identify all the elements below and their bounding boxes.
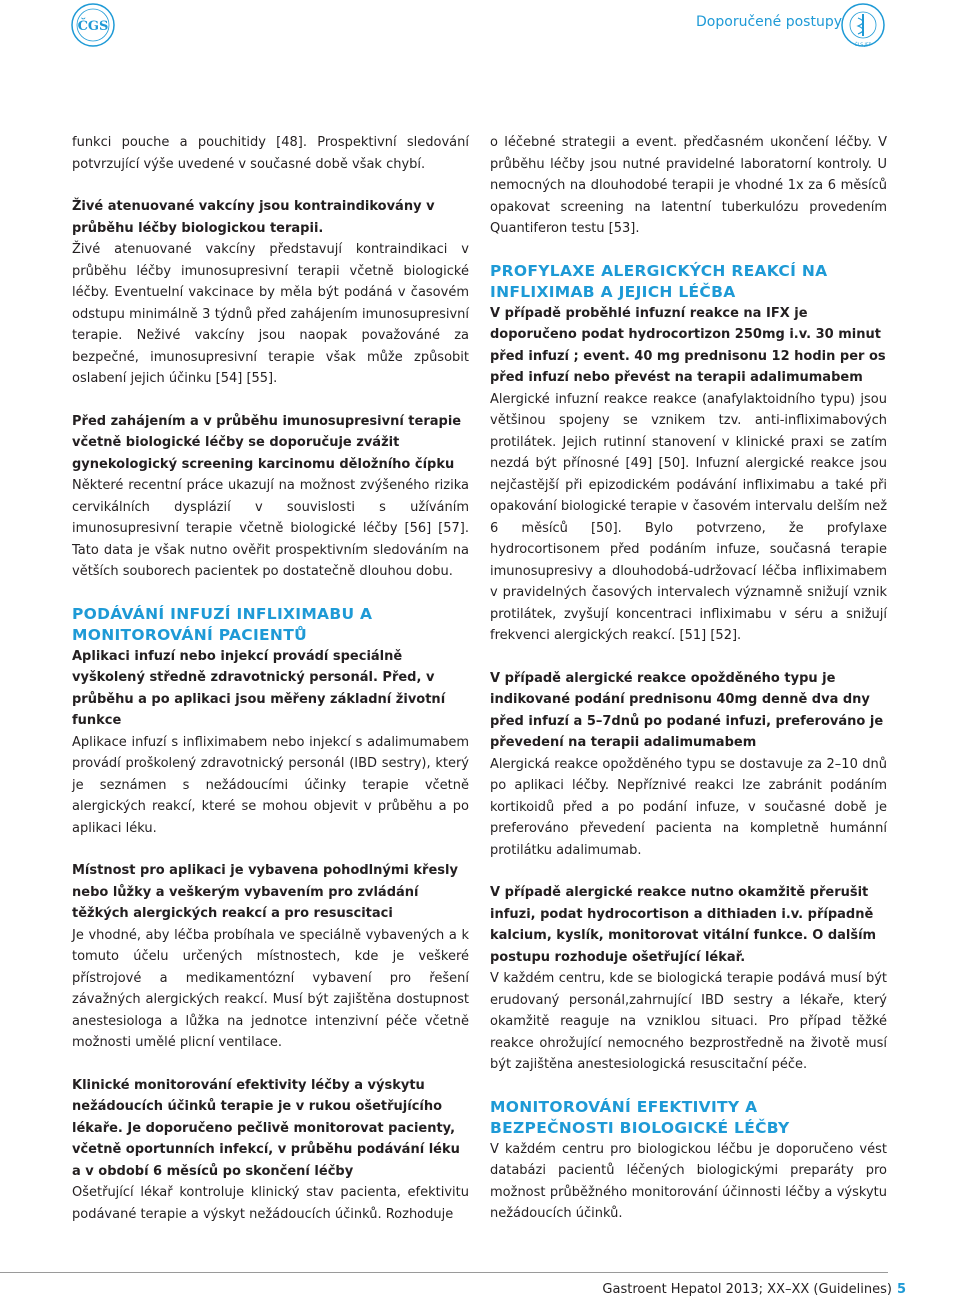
bold-lead: Klinické monitorování efektivity léčby a výskytu nežádoucích účinků terapie je v rukou ošetřujícího lékaře. Je doporučeno pečlivě monitorovat pacienty, včetně oportunních infekcí, v průběhu podávání léku a v období 6 měsíců po skončení léčby — [72, 1077, 460, 1179]
cgs-logo — [68, 2, 118, 48]
seal-text: ČLS JEP — [854, 43, 872, 48]
journal-citation: Gastroent Hepatol 2013; XX–XX (Guidelines) — [602, 1282, 892, 1297]
cgs-logo-text: ČGS — [77, 19, 109, 34]
section-heading: MONITOROVÁNÍ EFEKTIVITY A BEZPEČNOSTI BIOLOGICKÉ LÉČBY — [490, 1097, 790, 1137]
paragraph: Alergické infuzní reakce reakce (anafylaktoidního typu) jsou většinou spojeny se vznikem tzv. anti-infliximabových protilátek. Jejich rutinní stanovení v klinické praxi se zatím nezdá být přínosné [49] [50]. Infuzní alergické reakce jsou nejčastější při epizodickém podávání infliximabu a také při opakování biologické terapie v časovém intervalu delším než 6 měsíců [50]. Bylo potvrzeno, že profylaxe hydrocortisonem před podáním infuze, současná terapie imunosupresivy a dlouhodobá-udržovací léčba infliximabem v pravidelných časových intervalech významně snižují vznik protilátek, zvyšují koncentraci infliximabu v séru a snižují frekvenci alergických reakcí. [51] [52]. — [490, 391, 888, 643]
bold-lead: Místnost pro aplikaci je vybavena pohodlnými křesly nebo lůžky a veškerým vybavením pro zvládání těžkých alergických reakcí a pro resuscitaci — [72, 863, 458, 921]
right-column — [490, 132, 887, 1225]
paragraph: Živé atenuované vakcíny představují kontraindikaci v průběhu léčby imunosupresivní terapii včetně biologické léčby. Eventuelní vakcinace by měla být podáná v časovém odstupu minimálně 3 týdnů před zahájením imunosupresivní terapie. Neživé vakcíny jsou naopak považováné za bezpečné, imunosupresivní terapie však může způsobit oslabení jejich účinku [54] [55]. — [72, 242, 469, 386]
bold-lead: V případě alergické reakce opožděného typu je indikované podání prednisonu 40mg denně dva dny před infuzí a 5–7dnů po podané infuzi, preferováno je převedení na terapii adalimumabem — [490, 670, 884, 750]
page-footer — [0, 1272, 960, 1302]
footer-divider — [0, 1272, 888, 1273]
paragraph: Alergická reakce opožděného typu se dostavuje za 2–10 dnů po aplikaci léčby. Nepříznivé reakci lze zabránit podáním kortikoidů před a po podání infuze, v současné době je preferováno převedení pacienta na kompletně humánní protilátku adalimumab. — [490, 756, 887, 858]
bold-lead: V případě proběhlé infuzní reakce na IFX je doporučeno podat hydrocortizon 250mg i.v. 30 minut před infuzí ; event. 40 mg prednisonu 12 hodin per os před infuzí nebo převést na terapii adalimumabem — [490, 305, 886, 385]
paragraph: Ošetřující lékař kontroluje klinický stav pacienta, efektivitu podávané terapie a výskyt nežádoucích účinků. Rozhoduje — [72, 1185, 469, 1222]
page-number: 5 — [897, 1282, 907, 1297]
page-header — [0, 0, 960, 50]
bold-lead: Před zahájením a v průběhu imunosupresivní terapie včetně biologické léčby se doporučuje zvážit gynekologický screening karcinomu děložního čípku — [72, 413, 462, 472]
paragraph: Je vhodné, aby léčba probíhala ve speciálně vybavených a k tomuto účelu určených místnostech, kde je veškeré přístrojové a medikamentózní vybavení pro řešení závažných alergických reakcí. Musí být zajištěna dostupnost anestesiologa a lůžka na jednotce intenzivní péče včetně možnosti umělé plicní ventilace. — [72, 927, 469, 1050]
bold-lead: Živé atenuované vakcíny jsou kontraindikovány v průběhu léčby biologickou terapii. — [72, 199, 435, 236]
bold-lead: V případě alergické reakce nutno okamžitě přerušit infuzi, podat hydrocortison a dithiaden i.v. případně kalcium, kyslík, monitorovat vitální funkce. O dalším postupu rozhoduje ošetřující lékař. — [490, 885, 877, 965]
paragraph: V každém centru pro biologickou léčbu je doporučeno vést databázi pacientů léčených biologickými preparáty pro možnost průběžného monitorování účinnosti léčby a výskytu nežádoucích účinků. — [490, 1141, 887, 1221]
paragraph: Některé recentní práce ukazují na možnost zvýšeného rizika cervikálních dysplázií v souvislosti s užíváním imunosupresivní terapie včetně biologické léčby [56] [57]. Tato data je však nutno ověřit prospektivním sledováním na větších souborech pacientek po dostatečně dlouhou dobu. — [72, 478, 469, 579]
paragraph: Aplikace infuzí s infliximabem nebo injekcí s adalimumabem provádí proškolený zdravotnický personál (IBD sestry), který je seznámen s nežádoucími účinky terapie včetně alergických reakcí, které se mohou objevit v průběhu a po aplikaci léku. — [72, 734, 469, 836]
paragraph: V každém centru, kde se biologická terapie podává musí být erudovaný personál,zahrnující IBD sestry a lékaře, který okamžitě reaguje na vzniklou situaci. Pro případ těžké reakce ohrožující nemocného bezprostředně na životě musí být zajištěna anestesiologická resuscitační péče. — [490, 971, 887, 1072]
paragraph: o léčebné strategii a event. předčasném ukončení léčby. V průběhu léčby jsou nutné pravidelné laboratorní kontroly. U nemocných na dlouhodobé terapii je vhodné 1x za 6 měsíců opakovat screening na latentní tuberkulózu provedením Quantiferon testu [53]. — [490, 135, 887, 236]
section-heading: PROFYLAXE ALERGICKÝCH REAKCÍ NA INFLIXIMAB A JEJICH LÉČBA — [490, 261, 828, 301]
bold-lead: Aplikaci infuzí nebo injekcí provádí speciálně vyškolený středně zdravotnický personál. Před, v průběhu a po aplikaci jsou měřeny základní životní funkce — [72, 648, 446, 728]
section-heading: PODÁVÁNÍ INFUZÍ INFLIXIMABU A MONITOROVÁNÍ PACIENTŮ — [72, 604, 373, 644]
section-title: Doporučené postupy — [696, 14, 842, 30]
paragraph: funkci pouche a pouchitidy [48]. Prospektivní sledování potvrzující výše uvedené v současné době však chybí. — [72, 135, 469, 172]
cls-jep-seal — [838, 2, 888, 48]
left-column — [72, 132, 469, 1225]
